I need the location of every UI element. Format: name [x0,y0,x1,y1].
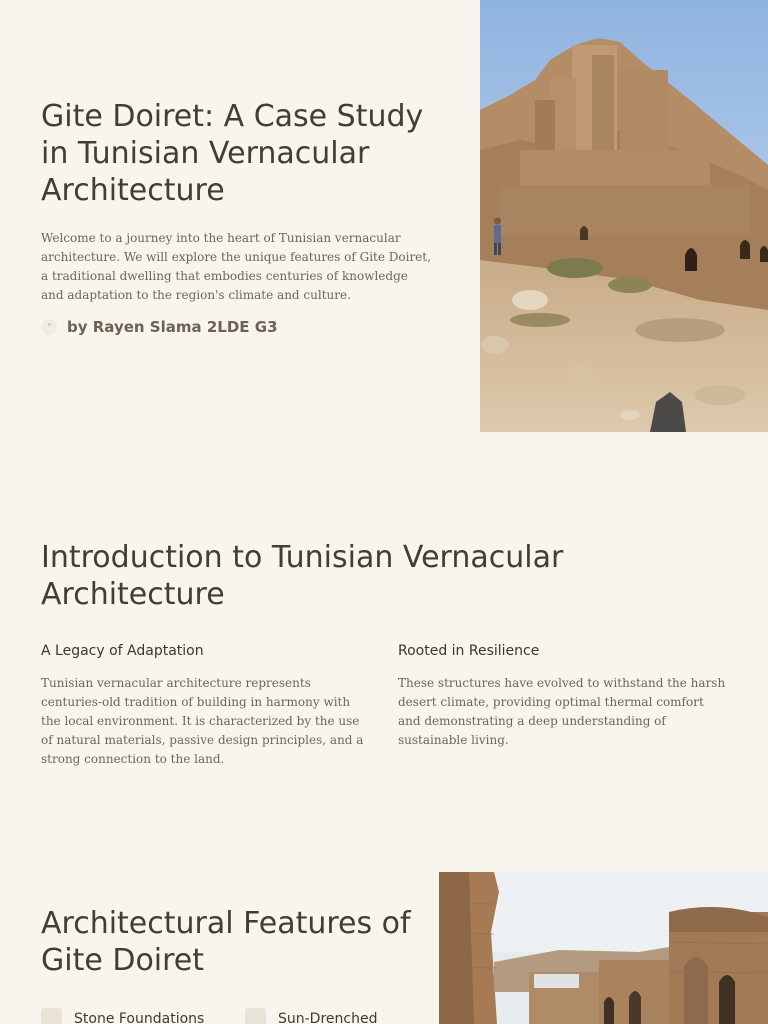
column-legacy [41,642,371,769]
author-name: by Rayen Slama 2LDE G3 [67,318,278,336]
section-title: Architectural Features of Gite Doiret [41,906,411,978]
introduction-slide [0,432,768,872]
column-text: These structures have evolved to withstand the harsh desert climate, providing optimal thermal comfort and demonstrating a deep understanding of sustainable living. [398,676,726,747]
feature-icon [41,1008,62,1024]
ksar-ruins-image [480,0,768,432]
courtyard-photo [439,872,768,1024]
feature-item [41,1008,204,1024]
feature-item [245,1008,377,1024]
feature-label: Sun-Drenched [278,1010,378,1024]
ksar-ruins-photo [480,0,768,432]
author-line [41,316,278,338]
section-title: Introduction to Tunisian Vernacular Architecture [41,540,564,612]
column-resilience [398,642,728,750]
column-text: Tunisian vernacular architecture represents centuries-old tradition of building in harmony with the local environment. It is characterized by the use of natural materials, passive design principles, and a strong connection to the land. [41,676,364,766]
column-heading: Rooted in Resilience [398,643,540,659]
feature-label: Stone Foundations [74,1010,205,1024]
page-title: Gite Doiret: A Case Study in Tunisian Vernacular Architecture [41,99,424,208]
intro-paragraph: Welcome to a journey into the heart of Tunisian vernacular architecture. We will explore the unique features of Gite Doiret, a traditional dwelling that embodies centuries of knowledge and adaptation to the region's climate and culture. [41,231,431,302]
column-heading: A Legacy of Adaptation [41,643,204,659]
feature-icon [245,1008,266,1024]
features-slide [0,872,768,1024]
stone-courtyard-image [439,872,768,1024]
avatar [41,319,57,335]
title-slide [0,0,768,432]
